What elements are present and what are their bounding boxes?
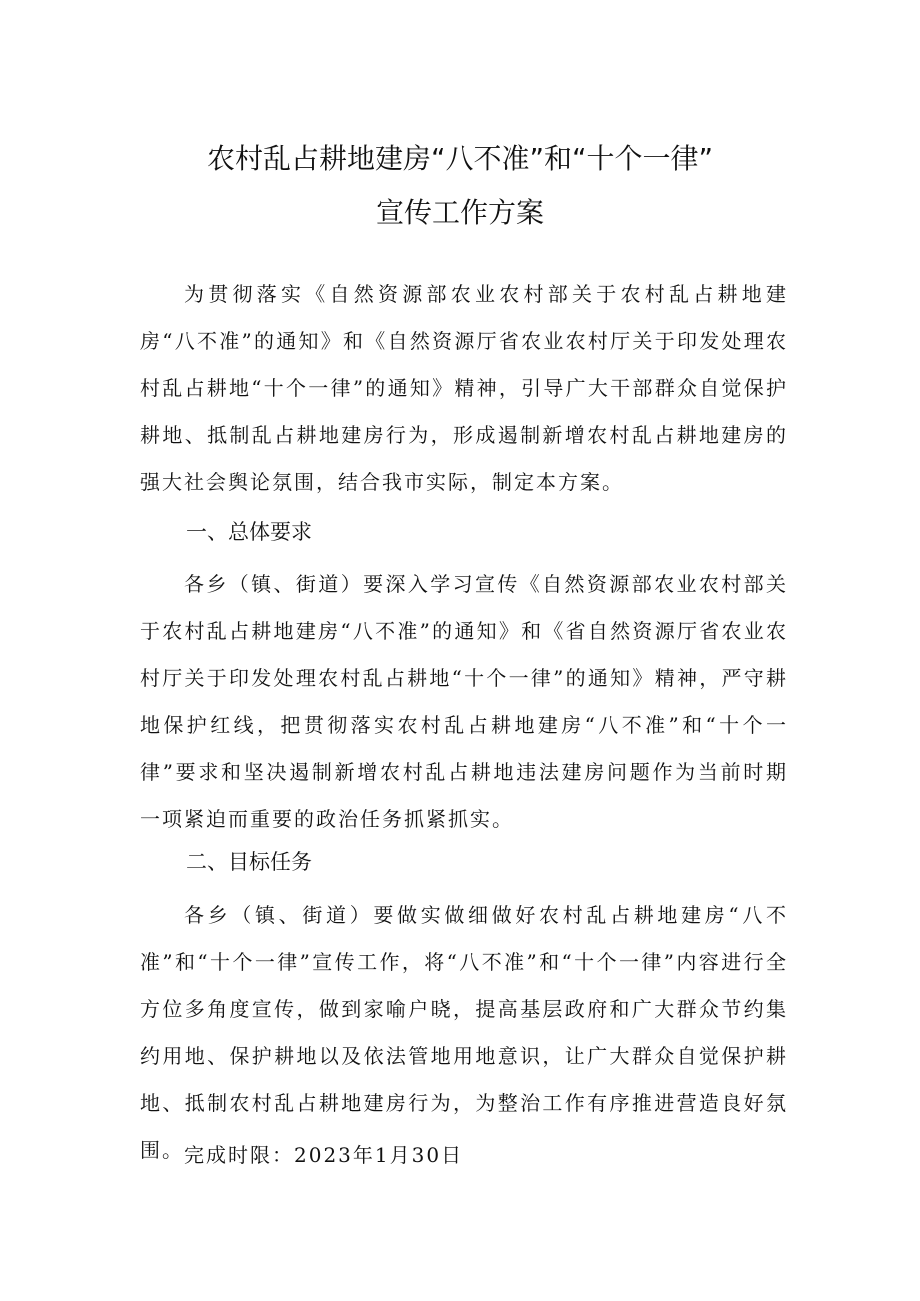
section1-paragraph: 各乡（镇、街道）要深入学习宣传《自然资源部农业农村部关于农村乱占耕地建房“八不准”的通知》和《省自然资源厅省农业农村厅关于印发处理农村乱占耕地“十个一律”的通知》精神，严守耕地保护红线，把贯彻落实农村乱占耕地建房“八不准”和“十个一律”要求和坚决遏制新增农村乱占耕地违法建房问题作为当前时期一项紧迫而重要的政治任务抓紧抓实。: [140, 572, 788, 831]
document-title-line1: 农村乱占耕地建房“八不准”和“十个一律”: [206, 142, 714, 175]
deadline-line: 完成时限：2023年1月30日: [184, 1143, 464, 1167]
section1-heading: 一、总体要求: [186, 520, 312, 544]
section2-paragraph: 各乡（镇、街道）要做实做细做好农村乱占耕地建房“八不准”和“十个一律”宣传工作，将“八不准”和“十个一律”内容进行全方位多角度宣传，做到家喻户晓，提高基层政府和广大群众节约集约用地、保护耕地以及依法管地用地意识，让广大群众自觉保护耕地、抵制农村乱占耕地建房行为，为整治工作有序推进营造良好氛围。: [140, 903, 788, 1162]
intro-paragraph: 为贯彻落实《自然资源部农业农村部关于农村乱占耕地建房“八不准”的通知》和《自然资源厅省农业农村厅关于印发处理农村乱占耕地“十个一律”的通知》精神，引导广大干部群众自觉保护耕地、抵制乱占耕地建房行为，形成遏制新增农村乱占耕地建房的强大社会舆论氛围，结合我市实际，制定本方案。: [140, 282, 788, 494]
section2-heading: 二、目标任务: [186, 850, 312, 874]
document-title-line2: 宣传工作方案: [375, 196, 544, 229]
